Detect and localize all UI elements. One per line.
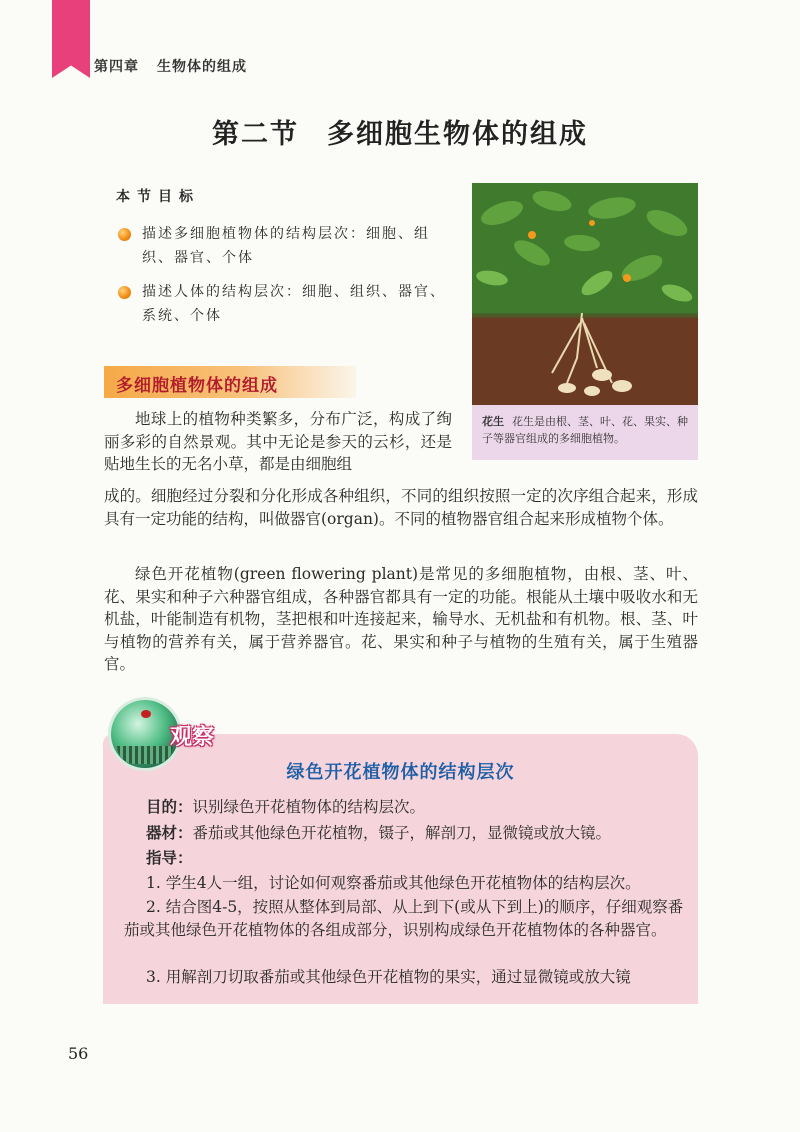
paragraph-1-part-a: 地球上的植物种类繁多，分布广泛，构成了绚丽多彩的自然景观。其中无论是参天的云杉，还是贴地生长的无名小草，都是由细胞组	[104, 410, 452, 473]
observation-label: 观察	[170, 725, 215, 750]
observation-guide-label: 指导：	[146, 849, 193, 867]
subsection-title: 多细胞植物体的组成	[116, 376, 278, 396]
chapter-header	[94, 56, 247, 76]
bullet-dot-icon	[118, 286, 131, 299]
objective-item: 描述人体的结构层次：细胞、组织、器官、系统、个体	[116, 280, 456, 328]
photo-caption-box	[472, 405, 698, 460]
peanut-plant-photo	[472, 183, 698, 405]
chapter-number: 第四章	[94, 59, 139, 75]
observation-materials: 器材：番茄或其他绿色开花植物，镊子，解剖刀，显微镜或放大镜。	[146, 824, 612, 842]
photo-caption	[482, 413, 690, 447]
chapter-name: 生物体的组成	[157, 59, 247, 75]
observation-purpose: 目的：识别绿色开花植物体的结构层次。	[146, 798, 426, 816]
observation-step-2: 2. 结合图4-5，按照从整体到局部、从上到下(或从下到上)的顺序，仔细观察番茄或其他绿色开花植物体的各组成部分，识别构成绿色开花植物体的各种器官。	[124, 898, 684, 939]
caption-text: 花生是由根、茎、叶、花、果实、种子等器官组成的多细胞植物。	[482, 415, 688, 445]
objectives-list	[116, 222, 456, 338]
paragraph-2: 绿色开花植物(green flowering plant)是常见的多细胞植物，由根、茎、叶、花、果实和种子六种器官组成，各种器官都具有一定的功能。根能从土壤中吸收水和无机盐，叶能制造有机物，茎把根和叶连接起来，输导水、无机盐和有机物。根、茎、叶与植物的营养有关，属于营养器官。花、果实和种子与植物的生殖有关，属于生殖器官。	[104, 565, 698, 673]
chapter-bookmark-tab	[52, 0, 90, 78]
caption-label: 花生	[482, 415, 504, 428]
section-number: 第二节	[212, 119, 299, 150]
objectives-heading: 本节目标	[116, 189, 200, 205]
objective-item: 描述多细胞植物体的结构层次：细胞、组织、器官、个体	[116, 222, 456, 270]
peanut-plant-illustration	[472, 183, 698, 405]
ladybug-icon	[141, 710, 151, 718]
subsection-heading-bar	[104, 366, 356, 398]
observation-step-1: 1. 学生4人一组，讨论如何观察番茄或其他绿色开花植物体的结构层次。	[146, 874, 641, 892]
bullet-dot-icon	[118, 228, 131, 241]
section-title	[0, 112, 800, 151]
page-number: 56	[68, 1044, 89, 1063]
section-name: 多细胞生物体的组成	[327, 119, 588, 150]
paragraph-1-part-b: 成的。细胞经过分裂和分化形成各种组织，不同的组织按照一定的次序组合起来，形成具有一定功能的结构，叫做器官(organ)。不同的植物器官组合起来形成植物个体。	[104, 487, 698, 528]
observation-step-3: 3. 用解剖刀切取番茄或其他绿色开花植物的果实，通过显微镜或放大镜	[146, 968, 631, 986]
observation-title: 绿色开花植物体的结构层次	[286, 762, 515, 783]
